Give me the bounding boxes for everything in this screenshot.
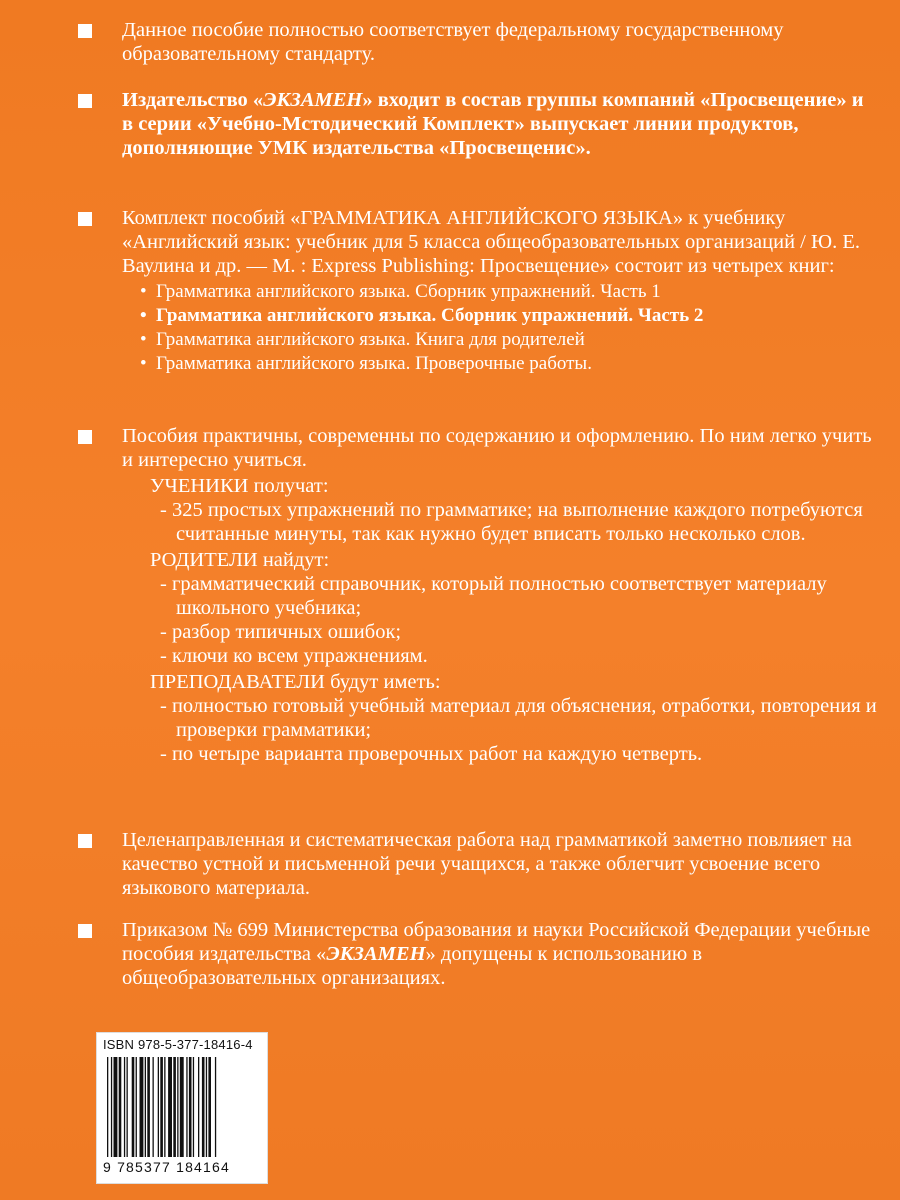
barcode-bar <box>215 1057 216 1157</box>
barcode-digits: 9 785377 184164 <box>103 1159 230 1175</box>
square-bullet-icon <box>78 94 92 108</box>
barcode-bar <box>202 1057 205 1157</box>
teachers-item: - полностью готовый учебный материал для объяснения, отработки, повторения и проверки грамматики; <box>160 695 877 741</box>
paragraph-text <box>122 88 878 160</box>
paragraph-text: Пособия практичны, современны по содержанию и оформлению. По ним легко учить и интересно учиться. <box>122 425 872 471</box>
paragraph-text: Комплект пособий «ГРАММАТИКА АНГЛИЙСКОГО ЯЗЫКА» к учебнику «Английский язык: учебник для 5 класса общеобразовательных организаций / Ю. Е. Ваулина и др. — М. : Express Publishing: Просвещение» состоит из четырех книг: <box>122 207 860 277</box>
barcode-bar <box>136 1057 137 1157</box>
parents-label: РОДИТЕЛИ найдут: <box>150 549 330 571</box>
barcode-bar <box>158 1057 159 1157</box>
teachers-label: ПРЕПОДАВАТЕЛИ будут иметь: <box>150 671 441 693</box>
paragraph-kit <box>88 206 878 376</box>
text-segment: Издательство « <box>122 89 264 111</box>
paragraph-outcome <box>88 828 878 900</box>
barcode-bar <box>206 1057 207 1157</box>
barcode-bar <box>119 1057 122 1157</box>
isbn-barcode-box <box>96 1032 268 1184</box>
square-bullet-icon <box>78 430 92 444</box>
square-bullet-icon <box>78 834 92 848</box>
barcode-bar <box>111 1057 112 1157</box>
paragraph-standard <box>88 18 878 66</box>
barcode-bar <box>147 1057 150 1157</box>
barcode-bar <box>198 1057 199 1157</box>
publisher-brand: ЭКЗАМЕН <box>326 943 426 965</box>
book-item: • Грамматика английского языка. Книга для родителей <box>140 329 585 350</box>
isbn-label: ISBN 978-5-377-18416-4 <box>103 1037 253 1052</box>
paragraph-text <box>122 918 878 990</box>
barcode-bar <box>173 1057 176 1157</box>
barcode-bar <box>127 1057 128 1157</box>
square-bullet-icon <box>78 24 92 38</box>
barcode-bar <box>124 1057 125 1157</box>
barcode-bar <box>189 1057 192 1157</box>
square-bullet-icon <box>78 212 92 226</box>
barcode-bar <box>177 1057 178 1157</box>
barcode-bar <box>107 1057 108 1157</box>
publisher-brand: ЭКЗАМЕН <box>263 89 363 111</box>
book-item: • Грамматика английского языка. Сборник упражнений. Часть 1 <box>140 281 661 302</box>
text-segment: » допущены к использованию в общеобразовательных организациях. <box>122 943 703 989</box>
paragraph-publisher <box>88 88 878 160</box>
barcode-bar <box>193 1057 194 1157</box>
parents-item: - разбор типичных ошибок; <box>160 621 402 643</box>
book-item: • Грамматика английского языка. Проверочные работы. <box>140 353 592 374</box>
paragraph-text: Данное пособие полностью соответствует федеральному государственному образовательному стандарту. <box>122 19 784 65</box>
barcode-bar <box>186 1057 187 1157</box>
text-segment: » входит в состав группы компаний «Просвещение» и в серии «Учебно-Мстодический Комплект» выпускает линии продуктов, дополняющие УМК издательства «Просвещенис». <box>122 89 864 159</box>
barcode-bar <box>132 1057 135 1157</box>
teachers-item: - по четыре варианта проверочных работ на каждую четверть. <box>160 743 703 765</box>
book-list <box>88 280 878 376</box>
text-segment: Приказом № 699 Министерства образования и науки Российской Федерации учебные пособия издательства « <box>122 919 871 965</box>
parents-item: - грамматический справочник, который полностью соответствует материалу школьного учебника; <box>160 573 827 619</box>
barcode-bar <box>153 1057 154 1157</box>
barcode-bar <box>180 1057 184 1157</box>
barcode-bar <box>168 1057 172 1157</box>
barcode-bar <box>114 1057 118 1157</box>
paragraph-approval <box>88 918 878 990</box>
students-item: - 325 простых упражнений по грамматике; на выполнение каждого потребуются считанные минуты, так как нужно будет вписать только несколько слов. <box>160 499 863 545</box>
parents-item: - ключи ко всем упражнениям. <box>160 645 428 667</box>
barcode-bar <box>208 1057 211 1157</box>
book-item-current: • Грамматика английского языка. Сборник упражнений. Часть 2 <box>140 305 704 326</box>
square-bullet-icon <box>78 924 92 938</box>
paragraph-text: Целенаправленная и систематическая работа над грамматикой заметно повлияет на качество устной и письменной речи учащихся, а также облегчит усвоение всего языкового материала. <box>122 829 852 899</box>
barcode-graphic <box>105 1057 259 1157</box>
paragraph-benefits <box>88 424 878 766</box>
barcode-bar <box>160 1057 163 1157</box>
barcode-bar <box>164 1057 165 1157</box>
barcode-bar <box>140 1057 144 1157</box>
barcode-bar <box>145 1057 146 1157</box>
students-label: УЧЕНИКИ получат: <box>150 475 329 497</box>
